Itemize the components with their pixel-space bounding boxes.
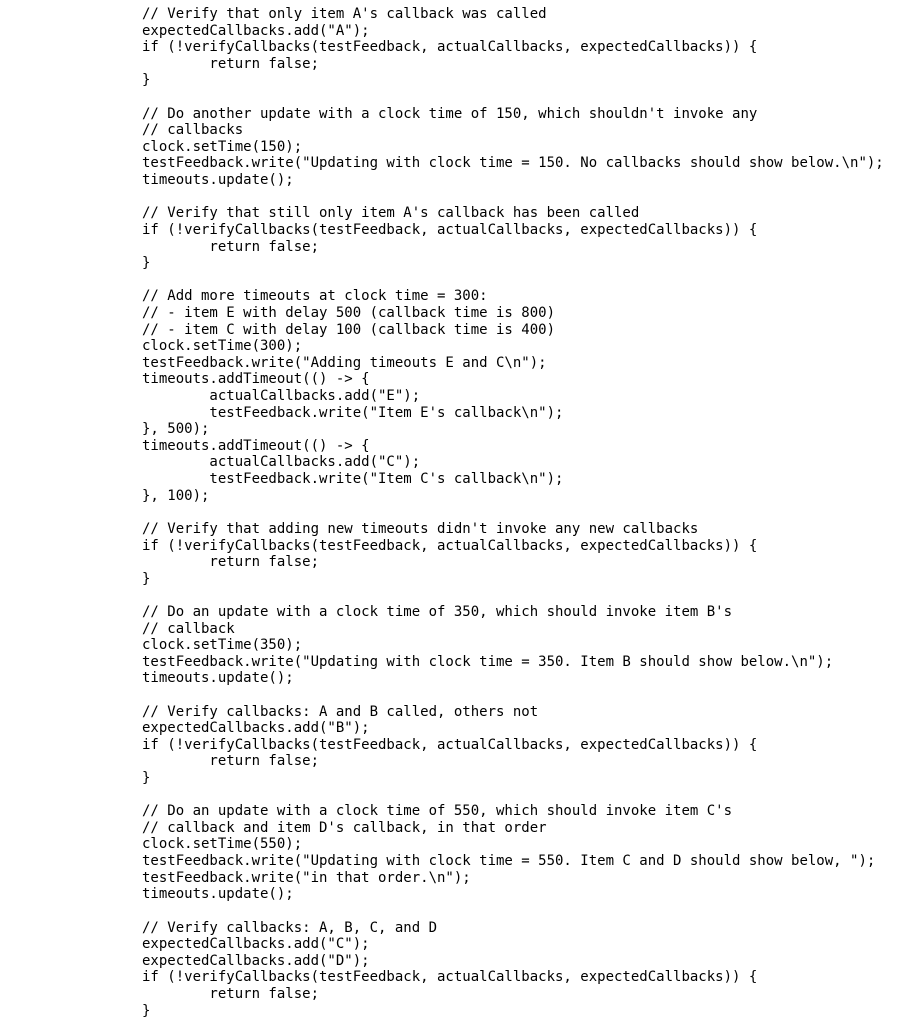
code-line: } <box>142 1002 151 1019</box>
code-line: clock.setTime(350); <box>142 637 303 654</box>
code-line: testFeedback.write("Updating with clock time = 150. No callbacks should show below.\n"); <box>142 155 884 172</box>
code-line <box>142 89 902 106</box>
code-line: if (!verifyCallbacks(testFeedback, actualCallbacks, expectedCallbacks)) { <box>142 39 758 56</box>
code-line: // Add more timeouts at clock time = 300: <box>142 288 488 305</box>
code-line: if (!verifyCallbacks(testFeedback, actualCallbacks, expectedCallbacks)) { <box>142 969 758 986</box>
code-line: }, 100); <box>142 487 210 504</box>
code-line: timeouts.addTimeout(() -> { <box>142 437 370 454</box>
code-line: } <box>142 770 151 787</box>
code-line: // Verify that still only item A's callback has been called <box>142 205 640 222</box>
code-line: expectedCallbacks.add("B"); <box>142 720 370 737</box>
code-line: } <box>142 570 151 587</box>
code-line <box>142 189 902 206</box>
code-line <box>142 787 902 804</box>
code-line: return false; <box>142 985 320 1002</box>
code-line: } <box>142 72 151 89</box>
code-line: // callback and item D's callback, in that order <box>142 819 547 836</box>
code-line: // callback <box>142 620 235 637</box>
code-line: timeouts.addTimeout(() -> { <box>142 371 370 388</box>
code-line: return false; <box>142 753 320 770</box>
code-line <box>142 903 902 920</box>
code-line: testFeedback.write("Item C's callback\n"); <box>142 471 564 488</box>
code-line: // Verify callbacks: A, B, C, and D <box>142 919 438 936</box>
code-line: clock.setTime(300); <box>142 338 303 355</box>
code-line: // - item C with delay 100 (callback time is 400) <box>142 321 556 338</box>
code-line: // Do an update with a clock time of 350, which should invoke item B's <box>142 603 733 620</box>
code-line: // callbacks <box>142 122 244 139</box>
code-line: testFeedback.write("in that order.\n"); <box>142 869 471 886</box>
code-view <box>142 6 902 1019</box>
code-line: testFeedback.write("Item E's callback\n"); <box>142 404 564 421</box>
code-line: // Verify that only item A's callback was called <box>142 6 547 22</box>
code-line: clock.setTime(150); <box>142 138 303 155</box>
code-line <box>142 504 902 521</box>
code-line: clock.setTime(550); <box>142 836 303 853</box>
code-line: // Verify callbacks: A and B called, others not <box>142 703 539 720</box>
code-line: timeouts.update(); <box>142 670 294 687</box>
code-line: testFeedback.write("Updating with clock time = 550. Item C and D should show below, "); <box>142 853 876 870</box>
code-line <box>142 272 902 289</box>
code-line: return false; <box>142 55 320 72</box>
code-line: testFeedback.write("Updating with clock time = 350. Item B should show below.\n"); <box>142 653 834 670</box>
code-line: }, 500); <box>142 421 210 438</box>
code-line: // Do another update with a clock time of 150, which shouldn't invoke any <box>142 105 758 122</box>
code-line: actualCallbacks.add("C"); <box>142 454 421 471</box>
code-line: actualCallbacks.add("E"); <box>142 388 421 405</box>
code-line: // Verify that adding new timeouts didn't invoke any new callbacks <box>142 520 699 537</box>
code-line: // Do an update with a clock time of 550, which should invoke item C's <box>142 803 733 820</box>
code-line: if (!verifyCallbacks(testFeedback, actualCallbacks, expectedCallbacks)) { <box>142 221 758 238</box>
code-line: timeouts.update(); <box>142 886 294 903</box>
code-line: } <box>142 255 151 272</box>
code-line: if (!verifyCallbacks(testFeedback, actualCallbacks, expectedCallbacks)) { <box>142 537 758 554</box>
code-line: expectedCallbacks.add("A"); <box>142 22 370 39</box>
code-line <box>142 587 902 604</box>
code-line: return false; <box>142 554 320 571</box>
code-line: // - item E with delay 500 (callback time is 800) <box>142 304 556 321</box>
code-line: expectedCallbacks.add("C"); <box>142 936 370 953</box>
code-line: return false; <box>142 238 320 255</box>
code-line <box>142 687 902 704</box>
code-line: if (!verifyCallbacks(testFeedback, actualCallbacks, expectedCallbacks)) { <box>142 736 758 753</box>
code-line: testFeedback.write("Adding timeouts E and C\n"); <box>142 354 547 371</box>
code-line: timeouts.update(); <box>142 172 294 189</box>
code-line: expectedCallbacks.add("D"); <box>142 952 370 969</box>
